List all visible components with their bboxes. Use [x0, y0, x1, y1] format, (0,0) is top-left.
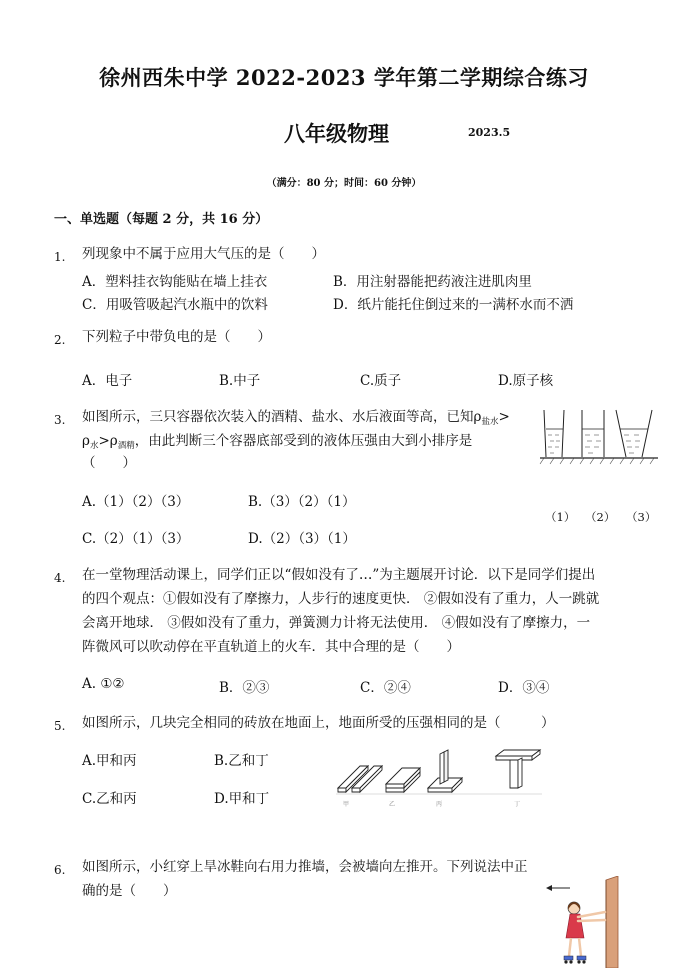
text: 如图所示，三只容器依次装入的酒精、盐水、水后液面等高，已知ρ [82, 409, 482, 425]
ground-hatching [540, 458, 654, 464]
figure-label-1: （1） [545, 510, 576, 524]
bricks-figure [334, 746, 544, 804]
option-c: C.（2）（1）（3） [82, 531, 190, 547]
container-1 [544, 410, 564, 457]
option-c: C.乙和丙 [82, 791, 137, 807]
brick-group-ding [496, 750, 540, 788]
question-text-line2: 的四个观点：①假如没有了摩擦力，人步行的速度更快． ②假如没有了重力，人一跳就 [82, 591, 600, 607]
option-c: C.质子 [360, 373, 402, 389]
question-text-line1 [82, 405, 510, 431]
question-text-line3: （ ） [82, 455, 136, 471]
exam-title: 徐州西朱中学 2022-2023 学年第二学期综合练习 [99, 65, 589, 90]
figure-label-3: （3） [626, 510, 657, 524]
exam-info: （满分：80 分；时间：60 分钟） [266, 178, 422, 189]
arrow-left-icon [546, 885, 570, 891]
figure-label-yi: 乙 [389, 801, 396, 808]
option-a: A．电子 [82, 373, 133, 389]
question-text-line3: 会离开地球． ③假如没有了重力，弹簧测力计将无法使用． ④假如没有了摩擦力，一 [82, 615, 591, 631]
brick-group-bing [428, 750, 462, 792]
exam-subtitle: 八年级物理 [284, 121, 389, 146]
text: ρ [82, 433, 90, 449]
question-number: 5. [54, 719, 66, 733]
exam-date: 2023.5 [468, 126, 511, 139]
question-text-line2 [82, 429, 472, 455]
question-text: 下列粒子中带负电的是（ ） [82, 329, 271, 345]
option-b: B.中子 [219, 373, 261, 389]
figure-label-jia: 甲 [343, 801, 350, 808]
brick-group-jia [338, 766, 382, 792]
section-title: 一、单选题（每题 2 分，共 16 分） [54, 212, 269, 227]
option-a: A．塑料挂衣钩能贴在墙上挂衣 [82, 274, 268, 290]
figure-label-ding: 丁 [514, 801, 521, 808]
option-c: C．②④ [360, 680, 411, 696]
option-a: A.甲和丙 [82, 753, 137, 769]
container-2 [582, 410, 604, 457]
question-text-line2: 确的是（ ） [82, 883, 177, 899]
brick-group-yi [386, 768, 420, 792]
container-3 [616, 410, 652, 457]
option-d: D．③④ [498, 680, 550, 696]
figure-label-2: （2） [585, 510, 616, 524]
girl-pushing-wall-figure [544, 876, 620, 968]
figure-label-bing: 丙 [436, 801, 443, 808]
option-b: B．用注射器能把药液注进肌肉里 [333, 274, 532, 290]
question-text: 列现象中不属于应用大气压的是（ ） [82, 246, 325, 262]
girl-figure [564, 902, 605, 964]
wall [606, 876, 618, 968]
subscript: 酒精 [117, 441, 135, 451]
question-number: 4. [54, 571, 66, 585]
option-d: D.原子核 [498, 373, 554, 389]
option-a: A.（1）（2）（3） [82, 494, 190, 510]
question-text-line4: 阵微风可以吹动停在平直轨道上的火车．其中合理的是（ ） [82, 639, 460, 655]
option-d: D.（2）（3）（1） [248, 531, 356, 547]
text: >ρ [98, 433, 118, 449]
option-d: D.甲和丁 [214, 791, 270, 807]
question-number: 1. [54, 250, 66, 264]
question-number: 2. [54, 333, 66, 347]
subscript: 水 [89, 441, 99, 451]
question-text-line1: 在一堂物理活动课上，同学们正以“假如没有了…”为主题展开讨论．以下是同学们提出 [82, 567, 596, 583]
text: ，由此判断三个容器底部受到的液体压强由大到小排序是 [134, 433, 473, 449]
option-b: B.乙和丁 [214, 753, 269, 769]
option-d: D．纸片能托住倒过来的一满杯水而不洒 [333, 297, 574, 313]
question-text: 如图所示，几块完全相同的砖放在地面上，地面所受的压强相同的是（ ） [82, 715, 555, 731]
question-text-line1: 如图所示，小红穿上旱冰鞋向右用力推墙，会被墙向左推开。下列说法中正 [82, 859, 528, 875]
containers-figure [538, 405, 660, 467]
option-c: C．用吸管吸起汽水瓶中的饮料 [82, 297, 268, 313]
question-number: 3. [54, 413, 66, 427]
subscript: 盐水 [481, 417, 499, 427]
option-a: A. ①② [82, 676, 125, 692]
option-b: B.（3）（2）（1） [248, 494, 356, 510]
option-b: B．②③ [219, 680, 270, 696]
question-number: 6. [54, 863, 66, 877]
text: > [498, 409, 510, 425]
